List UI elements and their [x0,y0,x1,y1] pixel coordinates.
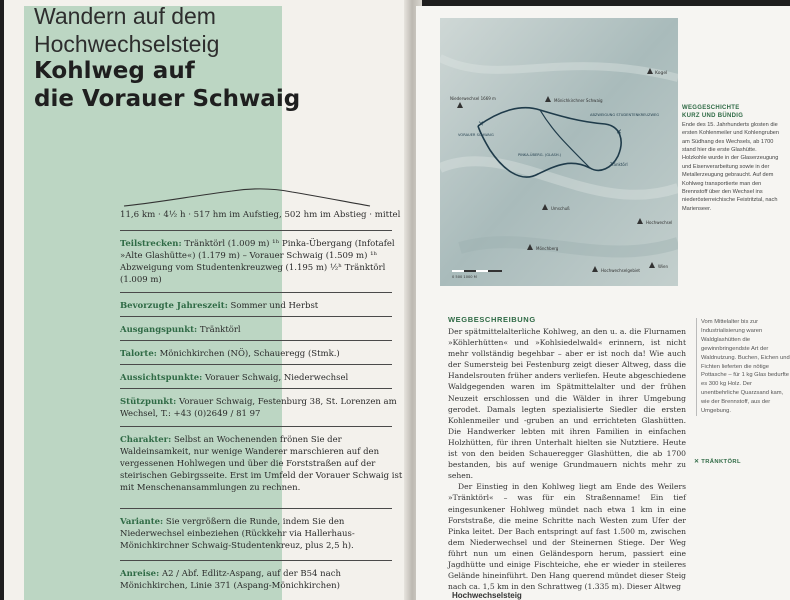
divider [120,508,392,509]
divider [120,388,392,389]
map-label-kogel: Kogel [655,71,668,76]
route-stats: 11,6 km · 4½ h · 517 hm im Aufstieg, 502 hm im Abstieg · mittel [120,210,401,220]
map-label-abzweigung: ABZWEIGUNG STUDENTENKREUZWEG [590,113,660,117]
paragraph: Der spätmittelalterliche Kohlweg, an den u. a. die Flurnamen »Köhlerhütten« und »Kohlsiedelwald« erinnern, ist nicht mehr vollständig begehbar – aber er ist noch da! Wie auch der Sumersteig bei Festenburg zeigt dieser Altweg, dass die Handelsrouten früher anders verliefen. Heute abgeschiedene Waldgegenden waren im Spätmittelalter und der frühen Neuzeit erschlossen und die Wälder in ihrer Umgebung gerodet. Damals legten spezialisierte Siedler die ersten Kohlenmeiler und -gruben an und errichteten Glashütten. Die Handwerker lebten mit ihren Familien in einfachen Holzhütten, für ihren Unterhalt hielten sie Nutztiere. Heute ist von den beiden Schaueregger Glashütten, die ab 1700 bestanden, bis auf wenige Grundmauern nichts mehr zu sehen. [448,327,686,481]
map-label-traenktoerl: Tränktörl [610,162,628,167]
section-ausgangspunkt [120,324,404,336]
divider [120,316,392,317]
divider [120,560,392,561]
section-stuetzpunkt [120,396,404,420]
map-label-moenchberg: Mönchberg [536,246,559,251]
sidebar-heading: WEGGESCHICHTE [682,105,740,111]
section-label: Aussichtspunkte: [120,373,203,383]
divider [120,426,392,427]
section-label: Teilstrecken: [120,239,182,249]
section-text: Vorauer Schwaig, Niederwechsel [205,373,349,383]
map-label-hochwechselgebiet: Hochwechselgebiet [601,268,640,273]
section-heading: WEGBESCHREIBUNG [448,315,536,324]
section-label: Talorte: [120,349,157,359]
left-page [4,0,414,600]
section-text: Sommer und Herbst [230,301,319,311]
title-line-1: Wandern auf dem [34,3,216,29]
section-talorte [120,348,404,360]
section-text: Mönichkirchen (NÖ), Schaueregg (Stmk.) [159,349,340,359]
section-label: Ausgangspunkt: [120,325,198,335]
divider [120,230,392,231]
section-label: Charakter: [120,435,172,445]
section-label: Bevorzugte Jahreszeit: [120,301,228,311]
section-label: Variante: [120,517,164,527]
section-text: Vorauer Schwaig, Festenburg 38, St. Lorenzen am Wechsel, T.: +43 (0)2649 / 81 97 [120,397,397,419]
history-sidebar [682,104,782,213]
sidebar-subheading: KURZ UND BÜNDIG [682,113,744,120]
map-label-umschuss: Umschuß [551,206,570,211]
map-scale: 0 500 1000 M [452,275,477,279]
section-text: Tränktörl (1.009 m) ¹ʰ Pinka-Übergang (Infotafel »Alte Glashütte«) (1.179 m) – Vorauer Schwaig (1.509 m) ¹ʰ Abzweigung vom Studentenkreuzweg (1.195 m) ½ʰ Tränktörl (1.009 m) [120,239,395,285]
section-text: Sie vergrößern die Runde, indem Sie den Niederwechsel einbeziehen (Rückkehr via Hallerhaus-Mönichkirchner Schwaig-Studentenkreuz, plus 2,5 h). [120,517,355,551]
divider [120,292,392,293]
section-anreise [120,568,404,592]
title-bold [34,57,300,113]
section-aussichtspunkte [120,372,404,384]
route-description [448,326,686,592]
section-variante [120,516,404,552]
elevation-profile-icon [122,180,372,210]
section-teilstrecken [120,238,404,286]
title-bold-line-1: Kohlweg auf [34,58,195,84]
map-label-pinka: PINKA-ÜBERG. (GLASH.) [518,153,562,157]
svg-text:✕: ✕ [616,128,622,136]
map-label-wien: Wien [658,264,668,269]
divider [120,340,392,341]
paragraph: Der Einstieg in den Kohlweg liegt am Ende des Weilers »Tränktörl« – was für ein Straßenname! Ein tief eingesunkener Hohlweg mündet nach etwa 1 km in eine Forststraße, die meine Schritte nach Westen zum Ufer der Pinka leitet. Der Bach entspringt auf fast 1.500 m, zwischen dem Niederwechsel und der Steinernen Stiege. Der Weg führt nun um einen Geländesporn herum, passiert eine Jagdhütte und einige Fischteiche, ehe er wieder in steileres Gelände hineinführt. Den Hang querend mündet dieser Steig nach ca. 1,5 km in den Schrattweg (1.335 m). Dieser Altweg [448,482,686,592]
title-bold-line-2: die Vorauer Schwaig [34,86,301,112]
waypoint-marker: ✕ TRÄNKTÖRL [694,459,741,465]
section-jahreszeit [120,300,404,312]
section-text: Tränktörl [199,325,241,335]
right-page [416,6,790,600]
section-charakter [120,434,404,494]
running-footer: Hochwechselsteig [452,591,522,600]
section-text: A2 / Abf. Edlitz-Aspang, auf der B54 nach Mönichkirchen, Linie 371 (Aspang-Mönichkirchen) [120,569,341,591]
title-light [34,2,219,58]
svg-text:✕: ✕ [478,120,484,128]
map-label-vorauer: VORAUER SCHWAIG [458,133,494,137]
map-label-schwaig: Mönichkirchner Schwaig [554,98,603,103]
side-note: Vom Mittelalter bis zur Industrialisierung waren Waldglashütten die gewinnbringendste Art der Waldnutzung. Buchen, Eichen und Fichten lieferten die nötige Pottasche – für 1 kg Glas bedurfte es 300 kg Holz. Der unentbehrliche Quarzsand kam, wie der Brennstoff, aus der Umgebung. [696,318,790,416]
sidebar-text: Ende des 15. Jahrhunderts glosten die ersten Kohlenmeiler und Kohlengruben am Südhang des Wechsels, ab 1700 stand hier die erste Glashütte. Holzkohle wurde in der Glaserzeugung und Eisenverarbeitung sowie in der Metallerzeugung gebraucht. Auf dem Kohlweg transportierte man den Brennstoff über den Wechsel ins niederösterreichische Feistritztal, nach Marienseer. [682,121,780,212]
section-text: Selbst an Wochenenden frönen Sie der Waldeinsamkeit, nur wenige Wanderer marschieren auf den vergessenen Hohlwegen und über die Forststraßen auf der steirischen Gebirgsseite. Erst im Umfeld der Vorauer Schwaig ist mit Menschenansammlungen zu rechnen. [120,435,403,493]
section-label: Stützpunkt: [120,397,177,407]
map-label-niederwechsel: Niederwechsel 1669 m [450,96,496,101]
map-label-hochwechsel: Hochwechsel [646,220,673,225]
route-map [440,18,678,286]
divider [120,364,392,365]
section-label: Anreise: [120,569,160,579]
title-line-2: Hochwechselsteig [34,31,220,57]
